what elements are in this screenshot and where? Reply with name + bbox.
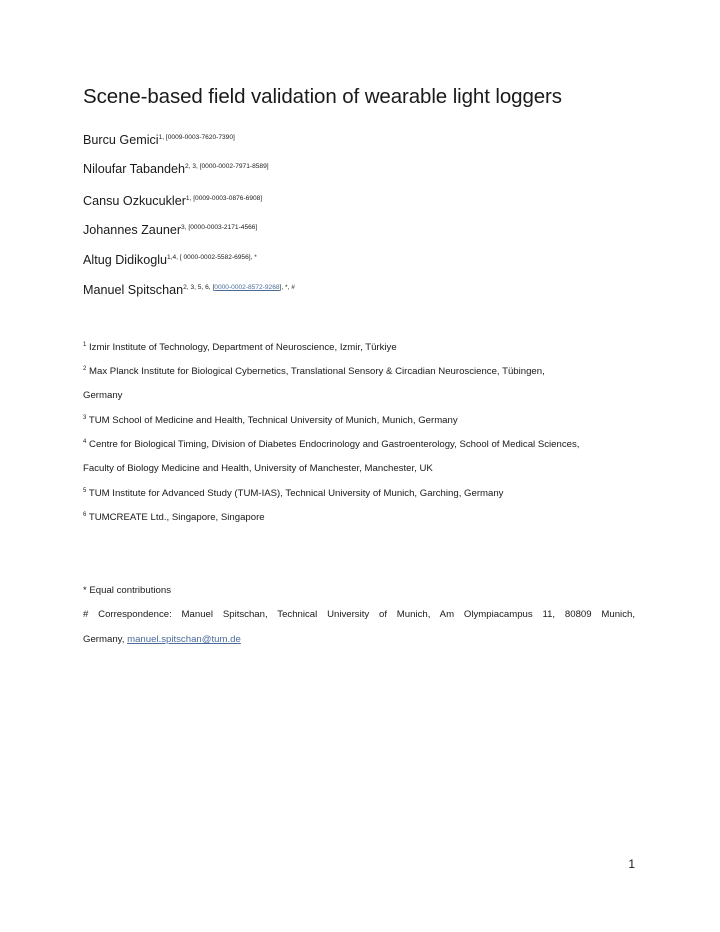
- affiliation-continuation: Germany: [83, 390, 123, 401]
- author-affiliation: 2, 3, [0000-0002-7971-8589]: [185, 163, 269, 170]
- author-name: Johannes Zauner: [83, 223, 182, 237]
- author-affiliation: 1, [0009-0003-7620-7390]: [158, 134, 235, 141]
- equal-contribution-note: * Equal contributions: [83, 585, 171, 596]
- author-line: [83, 132, 235, 148]
- orcid-link[interactable]: 0000-0002-8572-9268: [214, 284, 280, 291]
- author-name: Altug Didikoglu: [83, 253, 168, 267]
- email-link[interactable]: manuel.spitschan@tum.de: [127, 634, 241, 645]
- page-number: 1: [628, 857, 635, 871]
- affiliation-item: $^3$ TUM School of Medicine and Health, Technical University of Munich, Munich, Germany: [83, 415, 458, 426]
- author-affiliation: 1,4, [ 0000-0002-5582-6956], *: [167, 254, 257, 261]
- author-affiliation: 1, [0009-0003-0876-6908]: [185, 195, 263, 202]
- affiliation-item: $^5$ TUM Institute for Advanced Study (TUM-IAS), Technical University of Munich, Garching, Germany: [83, 488, 504, 499]
- author-name: Burcu Gemici: [83, 133, 159, 147]
- author-name: Niloufar Tabandeh: [83, 162, 185, 176]
- correspondence-note: # Correspondence: Manuel Spitschan, Technical University of Munich, Am Olympiacampus 11, 80809 Munich,: [83, 609, 635, 620]
- author-line: [83, 252, 257, 268]
- affiliation-item: $^6$ TUMCREATE Ltd., Singapore, Singapore: [83, 512, 265, 523]
- author-line: [83, 222, 257, 238]
- author-affiliation: 2, 3, 5, 6, [0000-0002-8572-9268], *, #: [183, 284, 295, 291]
- affiliation-item: $^2$ Max Planck Institute for Biological Cybernetics, Translational Sensory & Circadian Neuroscience, Tübingen,: [83, 366, 545, 377]
- affiliation-item: $^1$ Izmir Institute of Technology, Department of Neuroscience, Izmir, Türkiye: [83, 342, 397, 353]
- affiliation-item: $^4$ Centre for Biological Timing, Division of Diabetes Endocrinology and Gastroenterology, School of Medical Sciences,: [83, 439, 580, 450]
- author-line: [83, 193, 262, 209]
- author-affiliation: 3, [0000-0003-2171-4566]: [181, 224, 258, 231]
- author-name: Cansu Ozkucukler: [83, 194, 186, 208]
- author-line: [83, 282, 295, 298]
- paper-title: Scene-based field validation of wearable light loggers: [83, 85, 562, 108]
- affiliation-continuation: Faculty of Biology Medicine and Health, University of Manchester, Manchester, UK: [83, 463, 433, 474]
- author-line: [83, 161, 269, 177]
- correspondence-note-continued: Germany, manuel.spitschan@tum.de: [83, 634, 241, 645]
- author-name: Manuel Spitschan: [83, 283, 184, 297]
